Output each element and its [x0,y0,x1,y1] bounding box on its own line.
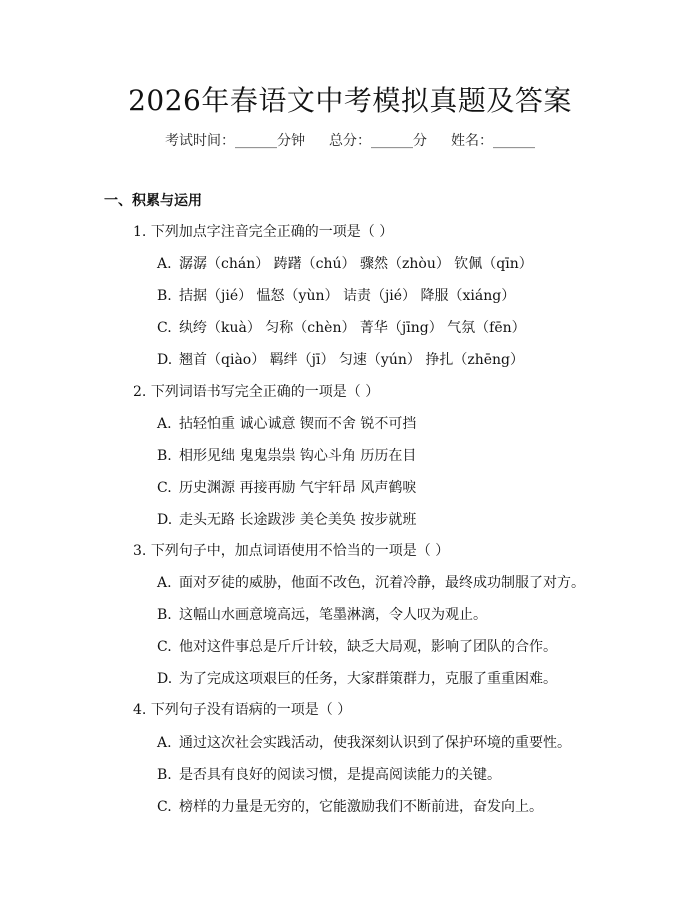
option-text: 潺潺（chán） 踌躇（chú） 骤然（zhòu） 钦佩（qīn） [179,256,533,272]
question-text: 下列句子没有语病的一项是（ ） [150,702,352,718]
option-text: 历史渊源 再接再励 气宇轩昂 风声鹤唳 [179,480,417,496]
option-text: 这幅山水画意境高远，笔墨淋漓，令人叹为观止。 [179,607,487,623]
option-text: 拮据（jié） 愠怒（yùn） 诘责（jié） 降服（xiáng） [179,288,516,304]
option-text: 通过这次社会实践活动，使我深刻认识到了保护环境的重要性。 [179,735,571,751]
question-3 [133,541,449,561]
question-4 [133,700,351,720]
option-letter: C. [157,639,172,655]
student-name-field: 姓名：______ [451,133,535,149]
question-1-option-a [157,254,533,274]
option-letter: B. [157,448,172,464]
question-3-option-c [157,637,557,657]
option-letter: A. [157,735,172,751]
question-3-option-a [157,573,585,593]
option-letter: B. [157,767,172,783]
question-4-option-c [157,797,543,817]
question-1-option-b [157,286,515,306]
question-text: 下列词语书写完全正确的一项是（ ） [150,384,380,400]
option-letter: D. [157,671,173,687]
question-2-option-a [157,414,416,434]
option-text: 面对歹徒的威胁，他面不改色，沉着冷静，最终成功制服了对方。 [179,575,585,591]
option-letter: B. [157,288,172,304]
option-letter: D. [157,352,173,368]
question-number: 4. [133,702,147,718]
option-text: 榜样的力量是无穷的，它能激励我们不断前进，奋发向上。 [179,799,543,815]
question-2-option-b [157,446,416,466]
option-text: 他对这件事总是斤斤计较，缺乏大局观，影响了团队的合作。 [179,639,557,655]
question-4-option-b [157,765,501,785]
option-letter: C. [157,480,172,496]
option-text: 是否具有良好的阅读习惯，是提高阅读能力的关键。 [179,767,501,783]
option-letter: C. [157,799,172,815]
question-1-option-c [157,318,526,338]
exam-time-field: 考试时间：______分钟 [165,133,305,149]
question-number: 1. [133,224,147,240]
question-1 [133,222,393,242]
option-text: 纨绔（kuà） 匀称（chèn） 菁华（jīng） 气氛（fēn） [179,320,526,336]
question-text: 下列加点字注音完全正确的一项是（ ） [150,224,394,240]
question-2-option-d [157,510,416,530]
question-2 [133,382,379,402]
question-number: 2. [133,384,147,400]
option-letter: D. [157,512,173,528]
question-number: 3. [133,543,147,559]
option-letter: A. [157,256,172,272]
page-title: 2026年春语文中考模拟真题及答案 [128,84,572,117]
option-text: 相形见绌 鬼鬼祟祟 钩心斗角 历历在目 [179,448,417,464]
option-text: 翘首（qiào） 羁绊（jī） 匀速（yún） 挣扎（zhēng） [179,352,524,368]
question-3-option-b [157,605,487,625]
section-heading: 一、积累与运用 [104,193,202,209]
total-score-field: 总分：______分 [329,133,427,149]
question-2-option-c [157,478,416,498]
option-text: 走头无路 长途跋涉 美仑美奂 按步就班 [179,512,417,528]
question-text: 下列句子中，加点词语使用不恰当的一项是（ ） [150,543,450,559]
option-text: 拈轻怕重 诚心诚意 锲而不舍 锐不可挡 [179,416,417,432]
question-3-option-d [157,669,557,689]
question-4-option-a [157,733,571,753]
exam-info-line [0,131,700,151]
option-text: 为了完成这项艰巨的任务，大家群策群力，克服了重重困难。 [179,671,557,687]
option-letter: C. [157,320,172,336]
option-letter: B. [157,607,172,623]
option-letter: A. [157,575,172,591]
question-1-option-d [157,350,524,370]
option-letter: A. [157,416,172,432]
